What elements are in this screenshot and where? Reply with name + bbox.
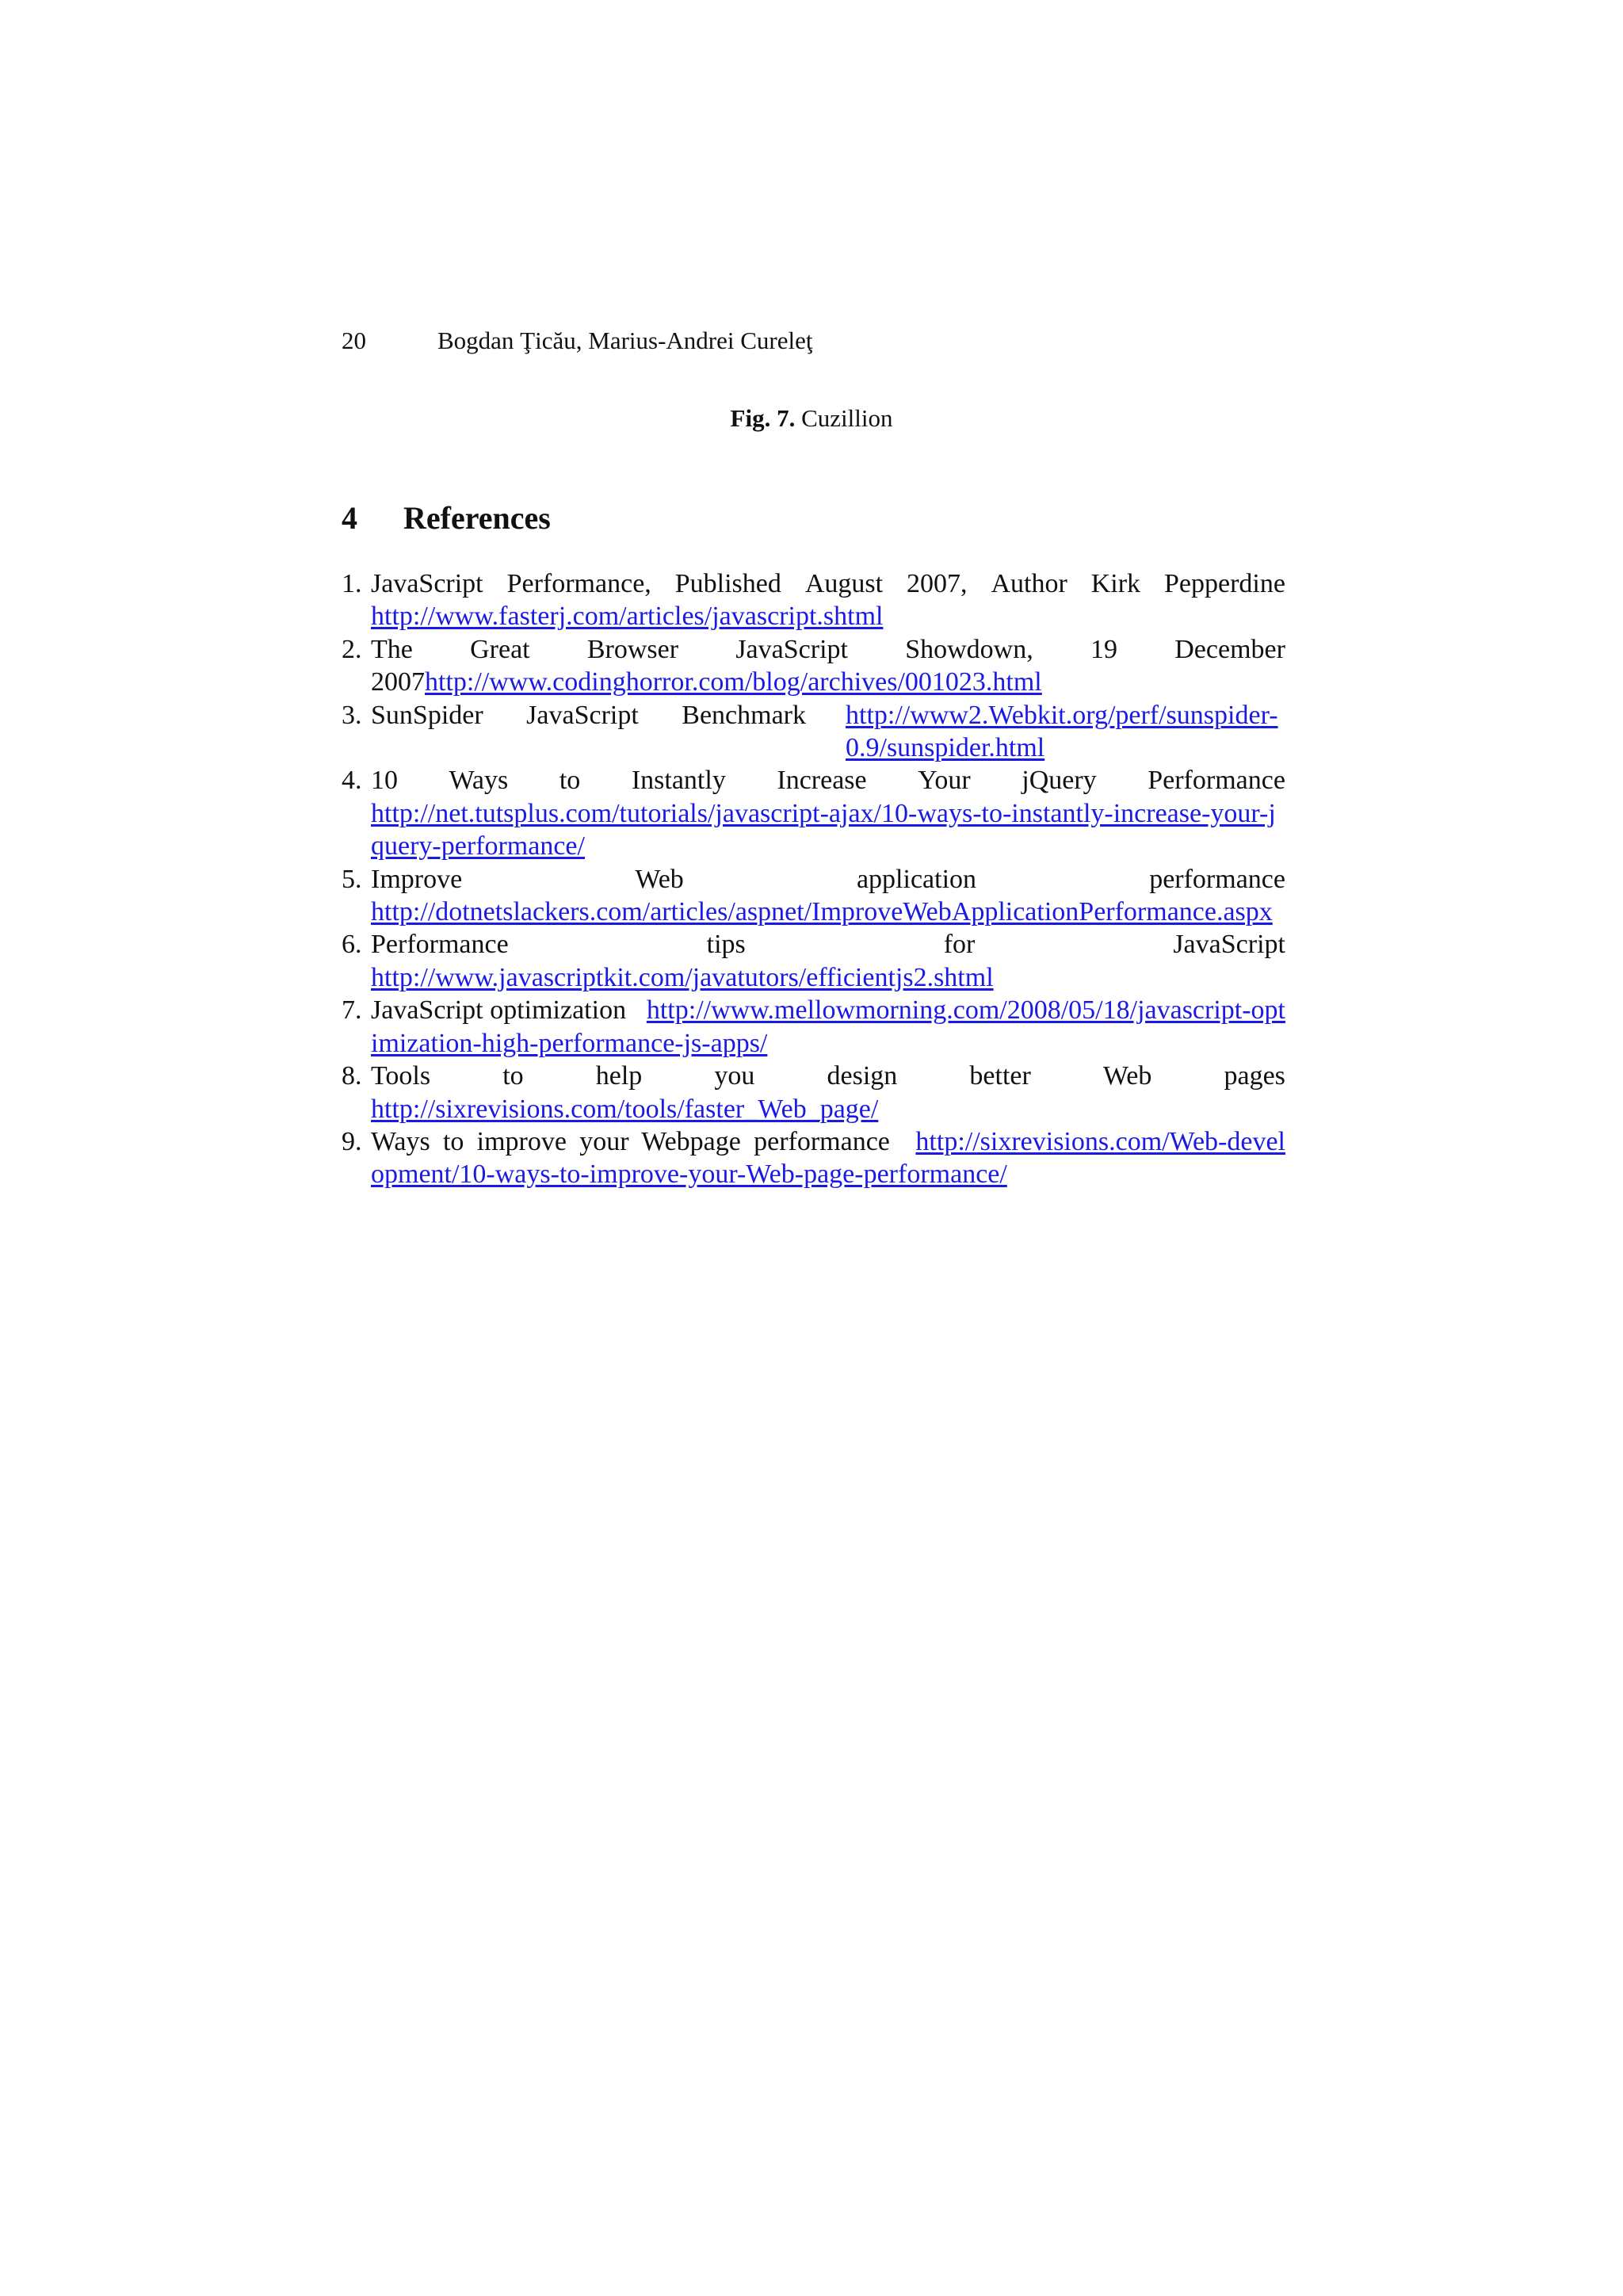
reference-item <box>342 699 1285 765</box>
reference-link[interactable]: http://sixrevisions.com/Web-development/10-ways-to-improve-your-Web-page-performance/ <box>371 1126 1285 1190</box>
reference-item <box>342 1125 1285 1191</box>
reference-word: JavaScript <box>526 700 639 730</box>
reference-word: pages <box>1224 1061 1285 1091</box>
reference-word: to <box>502 1061 524 1091</box>
reference-word: August <box>804 569 884 598</box>
reference-word: jQuery <box>1022 766 1097 796</box>
reference-title: Ways to improve your Webpage performance <box>371 1126 890 1156</box>
reference-link[interactable]: http://www.codinghorror.com/blog/archives/001023.html <box>425 667 1042 697</box>
reference-link[interactable]: http://net.tutsplus.com/tutorials/javascript-ajax/10-ways-to-instantly-increase-your-jquery-performance/ <box>371 798 1276 861</box>
reference-word: Performance <box>1148 766 1285 796</box>
reference-number: 9. <box>342 1126 362 1156</box>
running-header <box>342 325 812 357</box>
reference-title: JavaScript optimization <box>371 995 627 1026</box>
page-number: 20 <box>342 327 366 354</box>
reference-word: help <box>595 1061 643 1091</box>
figure-caption <box>0 403 1623 434</box>
header-authors: Bogdan Ţicău, Marius-Andrei Cureleţ <box>437 327 813 354</box>
reference-number: 7. <box>342 995 362 1026</box>
reference-word: 10 <box>371 766 398 796</box>
reference-word: Browser <box>586 634 679 664</box>
section-number: 4 <box>342 500 357 536</box>
reference-word: Improve <box>371 864 463 894</box>
reference-word: Performance <box>371 930 509 960</box>
section-heading <box>342 498 551 539</box>
reference-item <box>342 1060 1285 1125</box>
reference-word: JavaScript <box>1173 930 1285 960</box>
reference-number: 2. <box>342 634 362 664</box>
reference-number: 3. <box>342 700 362 730</box>
reference-word: 19 <box>1090 634 1117 664</box>
reference-item <box>342 928 1285 994</box>
reference-title <box>371 928 1285 961</box>
reference-word: for <box>943 930 976 960</box>
reference-word: Instantly <box>631 766 726 796</box>
reference-word: JavaScript <box>371 569 483 598</box>
reference-link[interactable]: http://www.mellowmorning.com/2008/05/18/javascript-optimization-high-performance-js-apps/ <box>371 995 1285 1058</box>
reference-title <box>371 764 1285 797</box>
reference-item <box>342 567 1285 633</box>
reference-link[interactable]: http://sixrevisions.com/tools/faster_Web_page/ <box>371 1094 879 1124</box>
reference-word: Great <box>470 634 530 664</box>
reference-word: SunSpider <box>371 700 483 730</box>
reference-link[interactable]: http://dotnetslackers.com/articles/aspnet/ImproveWebApplicationPerformance.aspx <box>371 897 1273 927</box>
reference-number: 6. <box>342 930 362 960</box>
reference-item <box>342 863 1285 929</box>
reference-word: Kirk <box>1090 569 1141 598</box>
reference-word: application <box>856 864 977 894</box>
reference-title <box>371 567 1285 600</box>
reference-word: Web <box>635 864 684 894</box>
reference-link[interactable]: http://www.fasterj.com/articles/javascript.shtml <box>371 602 884 632</box>
reference-word: Author <box>991 569 1067 598</box>
reference-word: JavaScript <box>735 634 848 664</box>
reference-number: 1. <box>342 569 362 598</box>
reference-word: The <box>371 634 413 664</box>
reference-word: December <box>1174 634 1285 664</box>
figure-label: Fig. 7. <box>730 404 796 432</box>
reference-item <box>342 633 1285 699</box>
reference-word: Increase <box>777 766 867 796</box>
reference-word: performance <box>1149 864 1285 894</box>
reference-word: Performance, <box>506 569 651 598</box>
reference-link[interactable]: http://www2.Webkit.org/perf/sunspider-0.9/sunspider.html <box>846 700 1278 763</box>
reference-number: 8. <box>342 1061 362 1091</box>
section-title: References <box>403 500 551 536</box>
reference-item <box>342 764 1285 862</box>
reference-number: 5. <box>342 864 362 894</box>
reference-list <box>342 567 1285 1191</box>
figure-title: Cuzillion <box>801 404 893 432</box>
reference-item <box>342 994 1285 1060</box>
reference-title <box>371 1060 1285 1092</box>
reference-title <box>371 863 1285 896</box>
reference-word: tips <box>706 930 746 960</box>
reference-title <box>371 633 1285 666</box>
reference-title-tail: 2007 <box>371 667 425 697</box>
reference-number: 4. <box>342 766 362 796</box>
reference-word: Your <box>918 766 971 796</box>
reference-word: Showdown, <box>905 634 1033 664</box>
reference-link[interactable]: http://www.javascriptkit.com/javatutors/efficientjs2.shtml <box>371 962 994 992</box>
reference-title <box>371 699 846 765</box>
reference-word: 2007, <box>907 569 968 598</box>
reference-word: you <box>714 1061 755 1091</box>
reference-word: Published <box>674 569 781 598</box>
reference-word: Tools <box>371 1061 431 1091</box>
reference-word: Pepperdine <box>1164 569 1285 598</box>
reference-word: design <box>827 1061 898 1091</box>
reference-word: Benchmark <box>682 700 806 730</box>
reference-word: Web <box>1102 1061 1152 1091</box>
reference-word: better <box>969 1061 1031 1091</box>
reference-word: Ways <box>449 766 509 796</box>
reference-word: to <box>559 766 581 796</box>
